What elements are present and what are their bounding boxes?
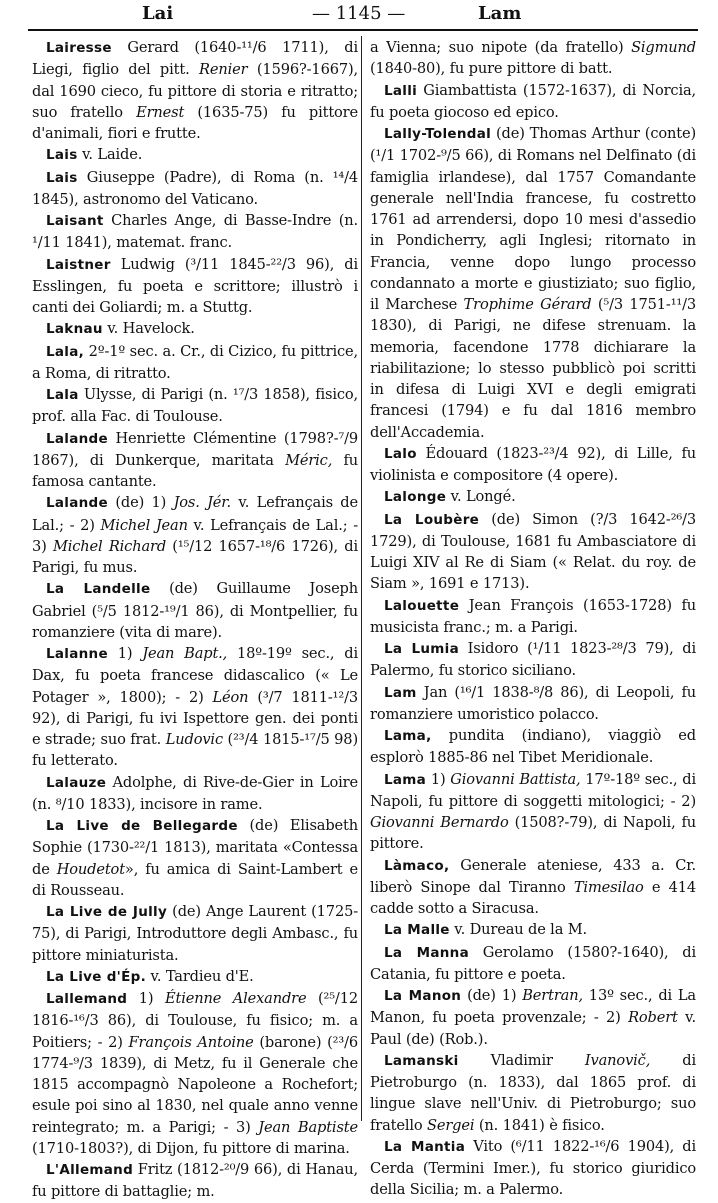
entry-headword: Lally-Tolendal: [384, 126, 492, 142]
entry-text: v. Tardieu d'E.: [146, 967, 254, 985]
entry-italic: Ludovic: [165, 731, 223, 748]
entry-text: (1840-80), fu pure pittore di batt.: [370, 60, 613, 78]
entry-headword: Lairesse: [46, 40, 112, 56]
dictionary-entry: [32, 578, 358, 643]
entry-headword: Lallemand: [46, 991, 128, 1007]
entry-text: e 414 cadde sotto a Siracusa.: [370, 878, 697, 917]
entry-italic: Renier: [199, 61, 248, 79]
page-header: [0, 0, 718, 30]
dictionary-entry: [370, 443, 696, 487]
dictionary-entry: [370, 80, 696, 124]
entry-text: 2º-1º sec. a. Cr., di Cizico, fu pittrice, a Roma, di ritratto.: [32, 342, 358, 382]
dictionary-entry: [32, 772, 358, 816]
entry-headword: Lais: [46, 147, 78, 164]
entry-text: 18º-19º sec., di Dax, fu poeta francese didascalico (« Le Potager », 1800); - 2): [32, 645, 358, 706]
entry-text: pundita (indiano), viaggiò ed esplorò 1885-86 nel Tibet Meridionale.: [370, 727, 696, 767]
entry-text: (²³/4 1815-¹⁷/5 98) fu letterato.: [32, 731, 358, 770]
entry-text: Jan (¹⁶/1 1838-⁸/8 86), di Leopoli, fu romanziere umoristico polacco.: [370, 683, 696, 723]
dictionary-entry: [370, 509, 696, 595]
entry-text: (1596?-1667), dal 1690 cieco, fu pittore di storia e ritratto; suo fratello: [32, 61, 359, 121]
entry-text: v. Havelock.: [102, 320, 195, 338]
entry-headword: Lalonge: [384, 489, 447, 506]
entry-text: a Vienna; suo nipote (da fratello): [370, 39, 632, 56]
entry-italic: Robert: [628, 1009, 678, 1027]
entry-italic: Ivanovič,: [584, 1051, 651, 1069]
dictionary-entry: [32, 341, 358, 385]
dictionary-entry: [32, 966, 358, 988]
entry-headword: Lama,: [384, 728, 432, 744]
entry-text: v. Laide.: [77, 146, 143, 164]
dictionary-entry: [370, 985, 696, 1050]
entry-headword: Lalli: [384, 82, 418, 99]
dictionary-entry: [370, 769, 696, 855]
entry-text: Gerard (1640-¹¹/6 1711), di Liegi, figlio del pitt.: [32, 39, 358, 79]
entry-text: », fu amica di Saint-Lambert e di Rousseau.: [32, 860, 358, 899]
dictionary-entry: [32, 988, 358, 1159]
entry-text: (barone) (²³/6 1774-⁹/3 1839), di Metz, fu il Generale che 1815 accompagnò Napoleone a Rochefort; esule poi sino al 1830, nel quale anno venne reintegrato; m. a Parigi; - 3): [32, 1033, 358, 1136]
entry-headword: Lala: [46, 387, 79, 403]
left-column: [32, 37, 358, 1203]
dictionary-entry: [370, 919, 696, 941]
entry-headword: La Live de Jully: [46, 904, 168, 920]
entry-text: v. Paul (de) (Rob.).: [370, 1009, 696, 1048]
dictionary-entry: [370, 682, 696, 726]
entry-italic: Ernest: [136, 103, 185, 121]
dictionary-entry: [32, 901, 358, 966]
entry-text: (de) Simon (?/3 1642-²⁶/3 1729), di Toulouse, 1681 fu Ambasciatore di Luigi XIV al Re di Siam (« Relat. du roy. de Siam », 1691 e 1713).: [370, 510, 696, 593]
entry-text: (n. 1841) è fisico.: [474, 1116, 605, 1134]
entry-headword: Laisant: [46, 213, 104, 229]
entry-italic: Sergei: [427, 1116, 475, 1134]
entry-text: Ludwig (³/11 1845-²²/3 96), di Esslingen, fu poeta e scrittore; illustrò i canti dei Goliardi; m. a Stuttg.: [32, 255, 358, 316]
entry-italic: Trophime Gérard: [463, 296, 592, 313]
entry-italic: Jean Bapt.,: [142, 645, 228, 662]
entry-text: Vladimir: [458, 1051, 585, 1069]
entry-italic: Méric,: [285, 451, 333, 469]
entry-italic: Jos. Jér.: [173, 494, 231, 512]
entry-headword: Lama: [384, 771, 427, 788]
dictionary-entry: [32, 318, 358, 340]
dictionary-entry: [370, 37, 696, 80]
dictionary-entry: [370, 595, 696, 639]
entry-text: Fritz (1812-²⁰/9 66), di Hanau, fu pittore di battaglie; m.: [32, 1161, 358, 1201]
entry-headword: Lamanski: [384, 1052, 459, 1069]
entry-italic: Jean Baptiste: [258, 1118, 358, 1136]
header-rule: [28, 29, 698, 31]
dictionary-entry: [370, 1050, 696, 1136]
entry-italic: François Antoine: [128, 1033, 254, 1051]
entry-text: (de) Elisabeth Sophie (1730-²²/1 1813), maritata «Contessa de: [32, 817, 358, 878]
entry-text: Isidoro (¹/11 1823-²⁸/3 79), di Palermo, fu storico siciliano.: [370, 640, 696, 680]
entry-text: 13º sec., di La Manon, fu poeta provenzale; - 2): [370, 987, 696, 1027]
dictionary-entry: [32, 815, 358, 901]
right-column: [370, 37, 696, 1201]
entry-text: Giuseppe (Padre), di Roma (n. ¹⁴/4 1845), astronomo del Vaticano.: [32, 168, 358, 208]
dictionary-entry: [370, 855, 696, 920]
entry-text: Generale ateniese, 433 a. Cr. liberò Sinope dal Tiranno: [370, 856, 696, 896]
dictionary-entry: [370, 1136, 696, 1201]
entry-headword: La Manna: [384, 944, 469, 961]
entry-headword: La Live de Bellegarde: [46, 818, 238, 834]
dictionary-entry: [32, 1159, 358, 1203]
entry-text: (de) 1): [461, 987, 523, 1004]
entry-headword: La Landelle: [46, 581, 151, 598]
entry-text: Ulysse, di Parigi (n. ¹⁷/3 1858), fisico, prof. alla Fac. di Toulouse.: [32, 386, 358, 426]
column-divider: [361, 36, 362, 1121]
dictionary-entry: [32, 144, 358, 166]
entry-headword: Lalande: [46, 430, 108, 447]
entry-italic: Léon: [212, 688, 249, 706]
entry-text: 1): [107, 645, 143, 662]
entry-headword: La Mantia: [384, 1138, 466, 1155]
entry-text: Gerolamo (1580?-1640), di Catania, fu pittore e poeta.: [370, 943, 697, 983]
entry-text: 1): [127, 990, 165, 1007]
dictionary-entry: [32, 254, 358, 319]
entry-headword: La Lumia: [384, 641, 460, 657]
dictionary-entry: [32, 210, 358, 254]
entry-headword: Lam: [384, 684, 417, 701]
entry-text: (de) Thomas Arthur (conte) (¹/1 1702-⁹/5 66), di Romans nel Delfinato (di famiglia irlandese), dal 1757 Comandante generale nell'India francese, fu costretto 1761 ad arrendersi, dopo 10 mesi d'assedio in Pondicherry, agli Inglesi; ritornato in Francia, venne dopo lungo processo condannato a morte e giustiziato; suo figlio, il Marchese: [370, 125, 696, 313]
entry-headword: Lalauze: [46, 774, 107, 791]
entry-text: (de) 1): [107, 494, 174, 512]
running-head-right: Lam: [478, 3, 522, 24]
entry-text: v. Lefrançais de Lal.; - 2): [32, 494, 358, 534]
entry-italic: Étienne Alexandre: [164, 990, 307, 1007]
entry-headword: La Malle: [384, 922, 450, 939]
entry-text: Adolphe, di Rive-de-Gier in Loire (n. ⁸/10 1833), incisore in rame.: [32, 773, 358, 813]
entry-headword: Lais: [46, 169, 78, 186]
entry-text: fu famosa cantante.: [32, 451, 358, 490]
page-number: — 1145 —: [312, 3, 406, 24]
dictionary-entry: [32, 37, 358, 144]
entry-text: (³/7 1811-¹²/3 92), di Parigi, fu ivi Ispettore gen. dei ponti e strade; suo frat.: [32, 688, 358, 748]
entry-text: (1635-75) fu pittore d'animali, fiori e frutte.: [32, 103, 358, 142]
entry-text: Giambattista (1572-1637), di Norcia, fu poeta giocoso ed epico.: [370, 81, 696, 121]
dictionary-entry: [32, 492, 358, 578]
entry-text: 1): [426, 770, 451, 788]
entry-headword: La Loubère: [384, 511, 480, 528]
entry-headword: Lalande: [46, 495, 108, 512]
entry-italic: Bertran,: [522, 987, 583, 1004]
entry-text: 17º-18º sec., di Napoli, fu pittore di soggetti mitologici; - 2): [370, 770, 696, 810]
entry-text: (de) Ange Laurent (1725-75), di Parigi, Introduttore degli Ambasc., fu pittore miniaturista.: [32, 903, 358, 964]
entry-headword: Laknau: [46, 321, 103, 338]
entry-headword: La Live d'Ép.: [46, 968, 147, 985]
entry-text: (²⁵/12 1816-¹⁶/3 86), di Toulouse, fu fisico; m. a Poitiers; - 2): [32, 990, 358, 1051]
entry-italic: Sigmund: [631, 39, 696, 56]
dictionary-entry: [32, 643, 358, 772]
entry-headword: La Manon: [384, 988, 462, 1004]
entry-text: (1710-1803?), di Dijon, fu pittore di marina.: [32, 1139, 350, 1157]
entry-italic: Michel Jean: [100, 516, 188, 534]
entry-headword: Lalouette: [384, 597, 460, 614]
entry-headword: Lalanne: [46, 646, 108, 662]
entry-text: Jean François (1653-1728) fu musicista franc.; m. a Parigi.: [370, 596, 696, 636]
entry-text: (¹⁵/12 1657-¹⁸/6 1726), di Parigi, fu mus.: [32, 537, 358, 576]
dictionary-entry: [370, 725, 696, 769]
dictionary-entry: [370, 638, 696, 682]
entry-text: v. Dureau de la M.: [449, 921, 588, 939]
entry-italic: Giovanni Bernardo: [370, 814, 509, 831]
entry-text: Henriette Clémentine (1798?-⁷/9 1867), di Dunkerque, maritata: [32, 429, 358, 469]
entry-text: v. Longé.: [446, 488, 516, 506]
entry-headword: L'Allemand: [46, 1162, 134, 1178]
entry-text: (1508?-79), di Napoli, fu pittore.: [370, 814, 697, 853]
entry-text: Édouard (1823-²³/4 92), di Lille, fu violinista e compositore (4 opere).: [370, 444, 696, 484]
entry-headword: Làmaco,: [384, 857, 450, 874]
entry-headword: Laistner: [46, 256, 111, 273]
entry-italic: Giovanni Battista,: [450, 770, 581, 788]
entry-italic: Houdetot: [56, 860, 125, 878]
entry-text: v. Lefrançais de Lal.; - 3): [32, 516, 358, 555]
dictionary-entry: [32, 384, 358, 428]
entry-text: di Pietroburgo (n. 1833), dal 1865 prof. di lingue slave nell'Univ. di Pietroburgo; suo fratello: [370, 1051, 696, 1134]
entry-headword: Lala,: [46, 343, 85, 360]
dictionary-entry: [370, 486, 696, 508]
entry-text: Charles Ange, di Basse-Indre (n. ¹/11 1841), matemat. franc.: [32, 212, 358, 252]
entry-text: (⁵/3 1751-¹¹/3 1830), di Parigi, ne difese strenuam. la memoria, facendone 1778 dichiarare la riabilitazione; lo stesso pubblicò poi scritti in difesa di Luigi XVI e degli emigrati francesi (1794) e fu dal 1816 membro dell'Accademia.: [370, 296, 696, 441]
entry-italic: Timesilao: [573, 878, 644, 896]
dictionary-entry: [32, 428, 358, 493]
dictionary-entry: [32, 167, 358, 211]
running-head-left: Lai: [142, 3, 174, 24]
dictionary-entry: [370, 942, 696, 986]
entry-text: (de) Guillaume Joseph Gabriel (⁵/5 1812-¹⁹/1 86), di Montpellier, fu romanziere (vita di mare).: [32, 580, 358, 641]
dictionary-entry: [370, 123, 696, 443]
entry-headword: Lalo: [384, 445, 417, 462]
entry-italic: Michel Richard: [52, 537, 167, 555]
entry-text: Vito (⁶/11 1822-¹⁶/6 1904), di Cerda (Termini Imer.), fu storico giuridico della Sicilia; m. a Palermo.: [370, 1137, 696, 1199]
